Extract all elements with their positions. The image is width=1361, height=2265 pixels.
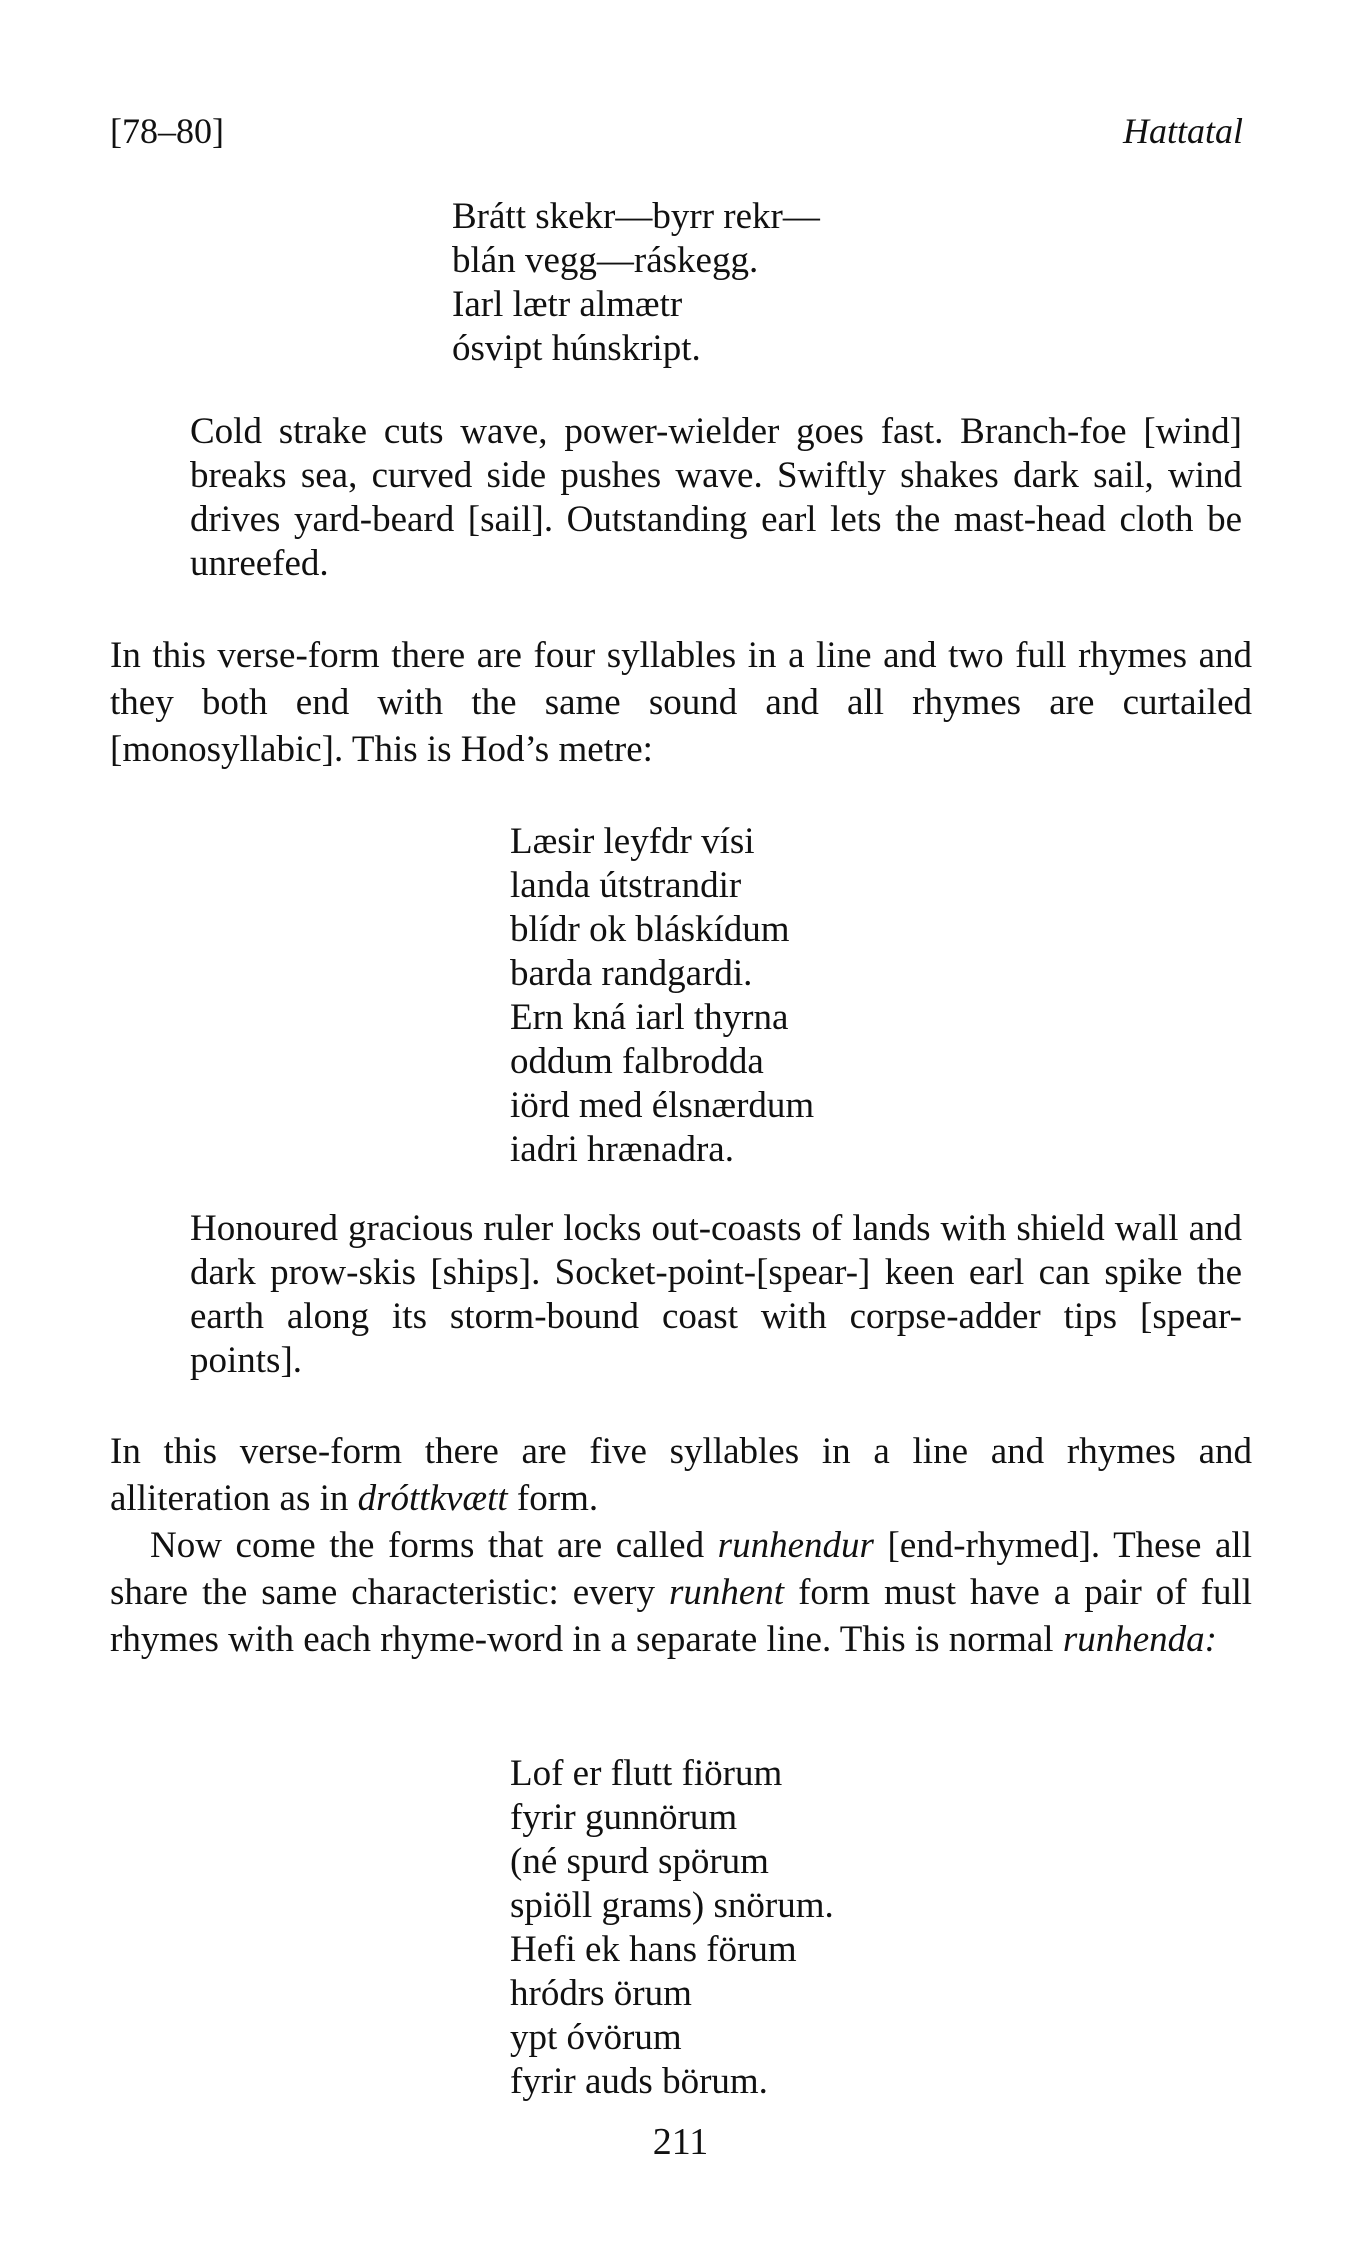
term-drottkvaett: dróttkvætt [357, 1478, 508, 1519]
verse-line: Læsir leyfdr vísi [510, 821, 755, 862]
term-runhent: runhent [668, 1572, 785, 1613]
verse-line: Hefi ek hans förum [510, 1929, 797, 1970]
verse-line: spiöll grams) snörum. [510, 1885, 834, 1926]
running-head [110, 110, 1243, 160]
section-reference: [78–80] [110, 111, 224, 151]
verse-line: ypt óvörum [510, 2017, 682, 2058]
verse-line: oddum falbrodda [510, 1041, 764, 1082]
verse-line: ósvipt húnskript. [452, 328, 701, 369]
translation-text: Cold strake cuts wave, power-wielder goes fast. Branch-foe [wind] breaks sea, curved side pushes wave. Swiftly shakes dark sail, wind drives yard-beard [sail]. Outstanding earl lets the mast-head cloth be unreefed. [190, 411, 1242, 584]
term-runhenda: runhenda: [1062, 1619, 1217, 1660]
verse-line: fyrir gunnörum [510, 1797, 738, 1838]
verse-block-1 [452, 195, 820, 371]
verse-line: Lof er flutt fiörum [510, 1753, 783, 1794]
verse-line: landa útstrandir [510, 865, 742, 906]
prose-paragraph-2 [110, 1428, 1252, 1663]
page-number: 211 [652, 2121, 709, 2163]
verse-line: Iarl lætr almætr [452, 284, 683, 325]
verse-block-3 [510, 1752, 834, 2104]
prose-text: In this verse-form there are five syllables in a line and rhymes and alliteration as in dróttkvætt form. [110, 1431, 1252, 1519]
translation-block-2 [190, 1207, 1242, 1383]
verse-line: (né spurd spörum [510, 1841, 769, 1882]
verse-line: Ern kná iarl thyrna [510, 997, 789, 1038]
translation-text: Honoured gracious ruler locks out-coasts of lands with shield wall and dark prow-skis [ships]. Socket-point-[spear-] keen earl can spike the earth along its storm-bound coast with corpse-adder tips [spear-points]. [190, 1208, 1242, 1381]
term-runhendur: runhendur [717, 1525, 874, 1566]
verse-line: barda randgardi. [510, 953, 753, 994]
verse-line: iörd med élsnærdum [510, 1085, 815, 1126]
prose-paragraph-1 [110, 632, 1252, 773]
verse-block-2 [510, 820, 814, 1172]
prose-text: In this verse-form there are four syllables in a line and two full rhymes and they both end with the same sound and all rhymes are curtailed [monosyllabic]. This is Hod’s metre: [110, 635, 1252, 770]
verse-line: fyrir auds börum. [510, 2061, 768, 2102]
translation-block-1 [190, 410, 1242, 586]
verse-line: Brátt skekr—byrr rekr— [452, 196, 820, 237]
verse-line: blán vegg—ráskegg. [452, 240, 759, 281]
prose-text: Now come the forms that are called runhendur [end-rhymed]. These all share the same characteristic: every runhent form must have a pair of full rhymes with each rhyme-word in a separate line. This is normal runhenda: [110, 1525, 1252, 1660]
running-title: Hattatal [1122, 111, 1243, 151]
verse-line: iadri hrænadra. [510, 1129, 734, 1170]
verse-line: hródrs örum [510, 1973, 692, 2014]
verse-line: blídr ok bláskídum [510, 909, 790, 950]
